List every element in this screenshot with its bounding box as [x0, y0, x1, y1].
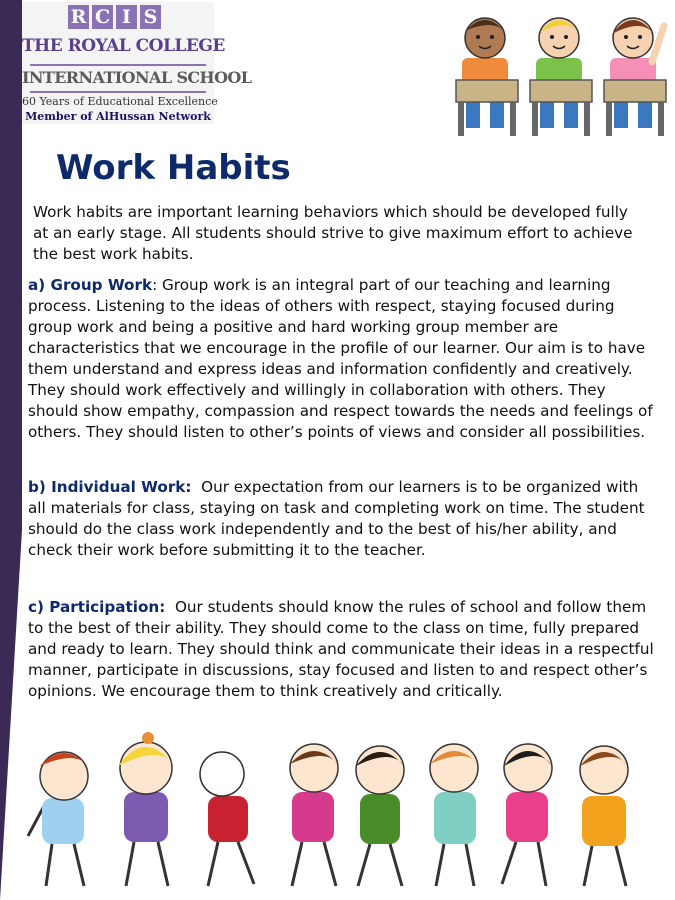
section-individual-work: [28, 477, 656, 561]
child-figure: [356, 746, 404, 886]
child-figure: [28, 752, 88, 886]
section-separator: [191, 478, 201, 496]
section-heading: c) Participation:: [28, 598, 166, 616]
school-logo: [22, 2, 252, 124]
section-heading: b) Individual Work:: [28, 478, 192, 496]
section-group-work: [28, 275, 656, 443]
child-figure: [502, 744, 552, 886]
intro-paragraph: Work habits are important learning behaviors which should be developed fully at an early stage. All students should strive to give maximum effort to achieve the best work habits.: [33, 203, 633, 263]
logo-school-name: INTERNATIONAL SCHOOL: [22, 68, 252, 87]
child-figure: [290, 744, 338, 886]
child-figure: [430, 744, 478, 886]
logo-letters: [68, 5, 161, 29]
logo-divider: [30, 91, 206, 93]
child-figure: [580, 746, 628, 886]
logo-letter: I: [116, 5, 137, 29]
kids-at-desks-illustration: [452, 6, 670, 138]
desks: [456, 80, 666, 136]
child-figure: [118, 732, 174, 886]
student-figure: [610, 18, 664, 128]
logo-tagline: 60 Years of Educational Excellence: [22, 95, 218, 108]
logo-letter: C: [92, 5, 113, 29]
child-figure: [200, 752, 254, 886]
section-body: Our students should know the rules of school and follow them to the best of their ability. They should come to the class on time, fully prepared and ready to learn. They should think and communicate their ideas in a respectful manner, participate in discussions, stay focused and listen to and respect other’s opinions. We encourage them to think creatively and critically.: [28, 598, 654, 700]
logo-college-name: THE ROYAL COLLEGE: [22, 36, 225, 56]
section-participation: [28, 597, 656, 702]
section-body: Group work is an integral part of our teaching and learning process. Listening to the ideas of others with respect, staying focused during group work and being a positive and hard working group member are characteristics that we encourage in the profile of our learner. Our aim is to have them understand and express ideas and information confidently and creatively. They should work effectively and willingly in collaboration with others. They should show empathy, compassion and respect towards the needs and feelings of others. They should listen to other’s points of views and consider all possibilities.: [28, 276, 653, 441]
page-title: Work Habits: [56, 148, 291, 188]
logo-letter: R: [68, 5, 89, 29]
student-figure: [462, 18, 508, 128]
logo-divider: [30, 64, 206, 66]
section-heading: a) Group Work: [28, 276, 153, 294]
student-figure: [536, 18, 582, 128]
dancing-kids-illustration: [22, 726, 662, 896]
section-separator: :: [152, 276, 163, 294]
logo-member-line: Member of AlHussan Network: [25, 110, 211, 123]
section-separator: [165, 598, 175, 616]
logo-letter: S: [140, 5, 161, 29]
section-body: Our expectation from our learners is to be organized with all materials for class, staying on task and completing work on time. The student should do the class work independently and to the best of his/her ability, and check their work before submitting it to the teacher.: [28, 478, 645, 559]
